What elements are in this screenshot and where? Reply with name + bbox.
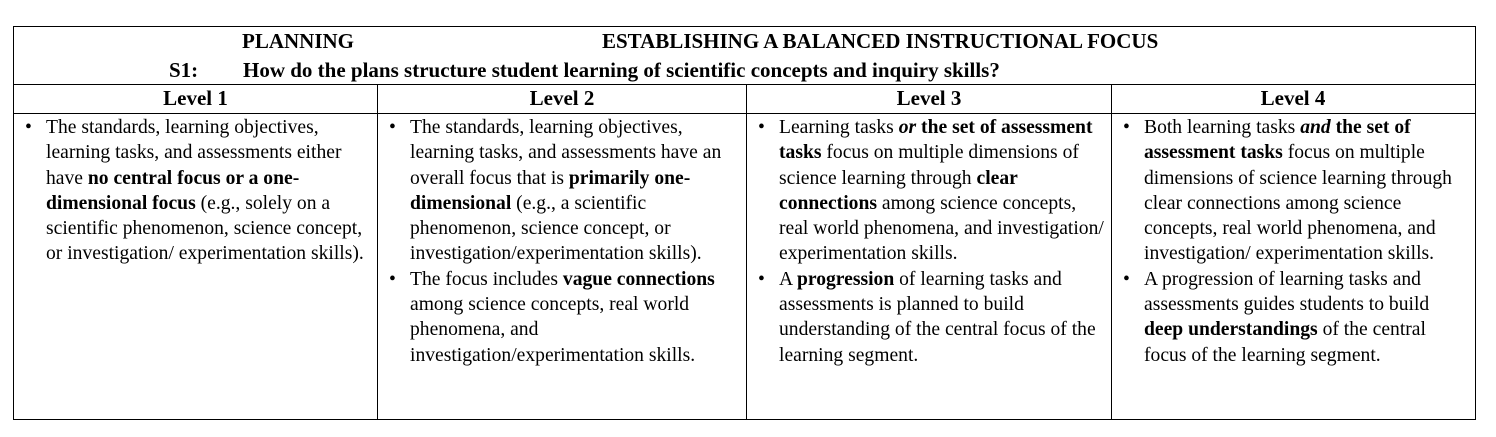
level-4-bullet-1: • Both learning tasks and the set of assessment tasks focus on multiple dimensions of science learning through clear connections among science concepts, real world phenomena, and investigation/ experimentation skills.	[1112, 115, 1468, 267]
level-4-cell	[1112, 114, 1474, 419]
level-2-bullet-1: • The standards, learning objectives, learning tasks, and assessments have an overall focus that is primarily one-dimensional (e.g., a scientific phenomenon, science concept, or investigation/experimentation skills).	[378, 115, 740, 267]
rubric-header	[14, 27, 1475, 85]
rubric-code: S1:	[169, 58, 199, 82]
level-descriptors-row	[14, 114, 1475, 419]
level-1-bullet-1: • The standards, learning objectives, learning tasks, and assessments either have no central focus or a one-dimensional focus (e.g., solely on a scientific phenomenon, science concept, or investigation/ experimentation skills).	[14, 115, 371, 267]
rubric-table	[13, 26, 1476, 420]
level-1-heading: Level 1	[14, 85, 378, 113]
level-3-bullet-2: • A progression of learning tasks and assessments is planned to build understanding of the central focus of the learning segment.	[747, 267, 1105, 368]
rubric-title: ESTABLISHING A BALANCED INSTRUCTIONAL FOCUS	[602, 29, 1159, 53]
level-2-cell	[378, 114, 747, 419]
level-1-cell	[14, 114, 378, 419]
level-3-heading: Level 3	[747, 85, 1112, 113]
section-label: PLANNING	[242, 29, 355, 53]
level-4-bullet-2: • A progression of learning tasks and assessments guides students to build deep understandings of the central focus of the learning segment.	[1112, 267, 1468, 368]
level-3-bullet-1: • Learning tasks or the set of assessment tasks focus on multiple dimensions of science learning through clear connections among science concepts, real world phenomena, and investigation/ experimentation skills.	[747, 115, 1105, 267]
level-header-row	[14, 85, 1475, 114]
level-3-cell	[747, 114, 1112, 419]
level-4-heading: Level 4	[1260, 86, 1326, 110]
level-2-bullet-2: • The focus includes vague connections among science concepts, real world phenomena, and investigation/experimentation skills.	[378, 267, 740, 368]
guiding-question: How do the plans structure student learning of scientific concepts and inquiry skills?	[243, 58, 1000, 82]
level-2-heading: Level 2	[378, 85, 747, 113]
